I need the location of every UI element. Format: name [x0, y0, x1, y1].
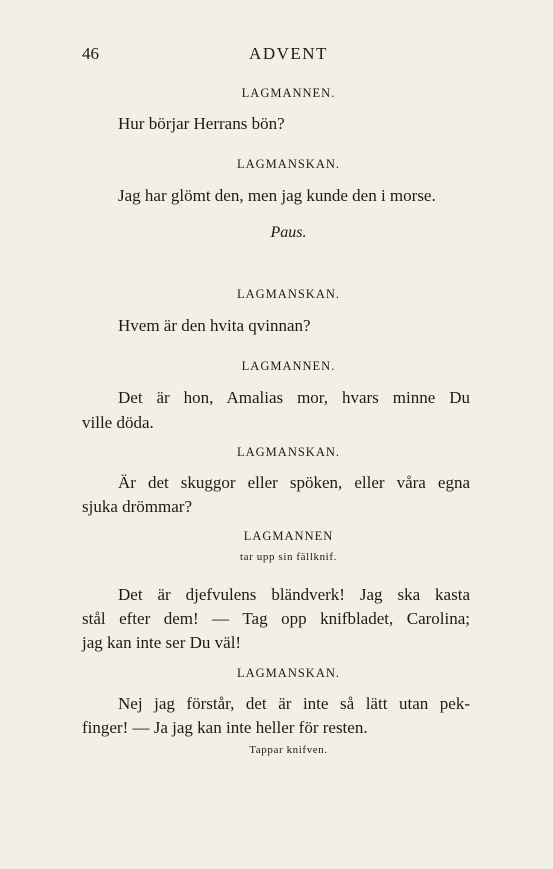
speaker-name: LAGMANSKAN.: [236, 445, 341, 459]
dialogue-line: finger! — Ja jag kan inte heller för resten.: [82, 718, 368, 737]
speaker-name: LAGMANSKAN.: [236, 157, 341, 171]
dialogue-line: jag kan inte ser Du väl!: [82, 633, 242, 652]
speaker-name: LAGMANNEN.: [241, 359, 336, 373]
stage-direction: Paus.: [270, 224, 307, 241]
dialogue-line: stål efter dem! — Tag opp knifbladet, Carolina;: [82, 609, 470, 628]
dialogue-line: Det är hon, Amalias mor, hvars minne Du: [118, 388, 470, 407]
dialogue-line: sjuka drömmar?: [82, 497, 192, 516]
dialogue-line: Nej jag förstår, det är inte så lätt utan pek-: [118, 694, 470, 713]
dialogue-line: Hvem är den hvita qvinnan?: [118, 316, 311, 335]
dialogue-line: Är det skuggor eller spöken, eller våra egna: [118, 473, 470, 492]
speaker-name: LAGMANSKAN.: [236, 287, 341, 301]
speaker-name: LAGMANNEN.: [241, 86, 336, 100]
page-number: 46: [82, 44, 99, 63]
running-title: ADVENT: [249, 44, 328, 63]
dialogue-line: Jag har glömt den, men jag kunde den i morse.: [118, 186, 436, 205]
dialogue-line: Det är djefvulens bländverk! Jag ska kasta: [118, 585, 470, 604]
stage-direction: Tappar knifven.: [249, 744, 328, 756]
dialogue-line: ville döda.: [82, 413, 154, 432]
dialogue-line: Hur börjar Herrans bön?: [118, 114, 285, 133]
stage-direction: tar upp sin fällknif.: [240, 551, 337, 563]
speaker-name: LAGMANNEN: [243, 529, 334, 543]
speaker-name: LAGMANSKAN.: [236, 666, 341, 680]
